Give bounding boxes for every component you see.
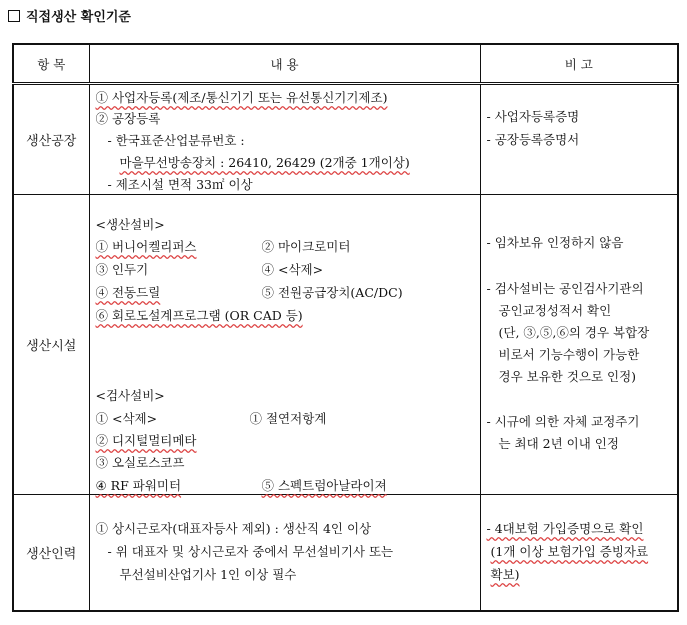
checkbox-icon — [8, 10, 20, 22]
content-line: ④ RF 파워미터 — [95, 478, 182, 493]
remark-line: 공인교정성적서 확인 — [498, 303, 612, 318]
content-line: 마을무선방송장치 : 26410, 26429 (2개중 1개이상) — [119, 155, 410, 170]
title-text: 직접생산 확인기준 — [26, 10, 131, 25]
remark-line: - 사업자등록증명 — [486, 109, 580, 124]
content-cell — [89, 195, 480, 495]
content-line: - 제조시설 면적 33㎡ 이상 — [107, 177, 253, 192]
content-cell — [89, 495, 480, 612]
content-line: 무선설비산업기사 1인 이상 필수 — [119, 567, 297, 582]
content-line: ③ 오실로스코프 — [95, 455, 185, 470]
remark-line: (1개 이상 보험가입 증빙자료 — [490, 544, 649, 559]
section-title — [8, 6, 131, 25]
remark-line: 는 최대 2년 이내 인정 — [498, 436, 619, 451]
content-line: ① 사업자등록(제조/통신기기 또는 유선통신기기제조) — [95, 90, 388, 105]
content-line: ① 버니어켈리퍼스 — [95, 239, 197, 254]
remark-cell — [480, 84, 678, 195]
content-line: ④ 전동드릴 — [95, 285, 161, 300]
content-line: ④ <삭제> — [261, 262, 324, 277]
content-line: ③ 인두기 — [95, 262, 149, 277]
content-line: - 한국표준산업분류번호 : — [107, 133, 245, 148]
content-line: ② 디지털멀티메타 — [95, 433, 197, 448]
content-line: ① 상시근로자(대표자등사 제외) : 생산직 4인 이상 — [95, 521, 372, 536]
content-line: ② 마이크로미터 — [261, 239, 351, 254]
table-row — [13, 195, 678, 495]
content-cell — [89, 84, 480, 195]
row-label: 생산시설 — [13, 195, 89, 495]
remark-cell — [480, 195, 678, 495]
remark-line: - 공장등록증명서 — [486, 132, 580, 147]
content-line: ① <삭제> — [95, 411, 158, 426]
content-line: ⑤ 전원공급장치(AC/DC) — [261, 285, 403, 300]
table-row — [13, 495, 678, 612]
header-remark: 비 고 — [480, 44, 678, 84]
content-line: <생산설비> — [95, 217, 165, 232]
header-content: 내 용 — [89, 44, 480, 84]
remark-line: (단, ③,⑤,⑥의 경우 복합장 — [498, 325, 650, 340]
remark-line: - 4대보험 가입증명으로 확인 — [486, 521, 644, 536]
remark-line: - 임차보유 인정하지 않음 — [486, 235, 624, 250]
remark-line: - 시규에 의한 자체 교정주기 — [486, 414, 640, 429]
header-item: 항 목 — [13, 44, 89, 84]
remark-line: - 검사설비는 공인검사기관의 — [486, 281, 644, 296]
content-line: <검사설비> — [95, 388, 165, 403]
content-line: ⑥ 회로도설계프로그램 (OR CAD 등) — [95, 308, 303, 323]
row-label: 생산인력 — [13, 495, 89, 612]
criteria-table — [12, 43, 679, 612]
remark-line: 확보) — [490, 567, 520, 582]
table-row — [13, 84, 678, 195]
header-row — [13, 44, 678, 84]
remark-cell — [480, 495, 678, 612]
content-line: ① 절연저항계 — [249, 411, 327, 426]
remark-line: 경우 보유한 것으로 인정) — [498, 369, 637, 384]
content-line: ⑤ 스펙트럼아날라이져 — [261, 478, 387, 493]
row-label: 생산공장 — [13, 84, 89, 195]
content-line: ② 공장등록 — [95, 111, 161, 126]
remark-line: 비로서 기능수행이 가능한 — [498, 347, 640, 362]
content-line: - 위 대표자 및 상시근로자 중에서 무선설비기사 또는 — [107, 544, 394, 559]
